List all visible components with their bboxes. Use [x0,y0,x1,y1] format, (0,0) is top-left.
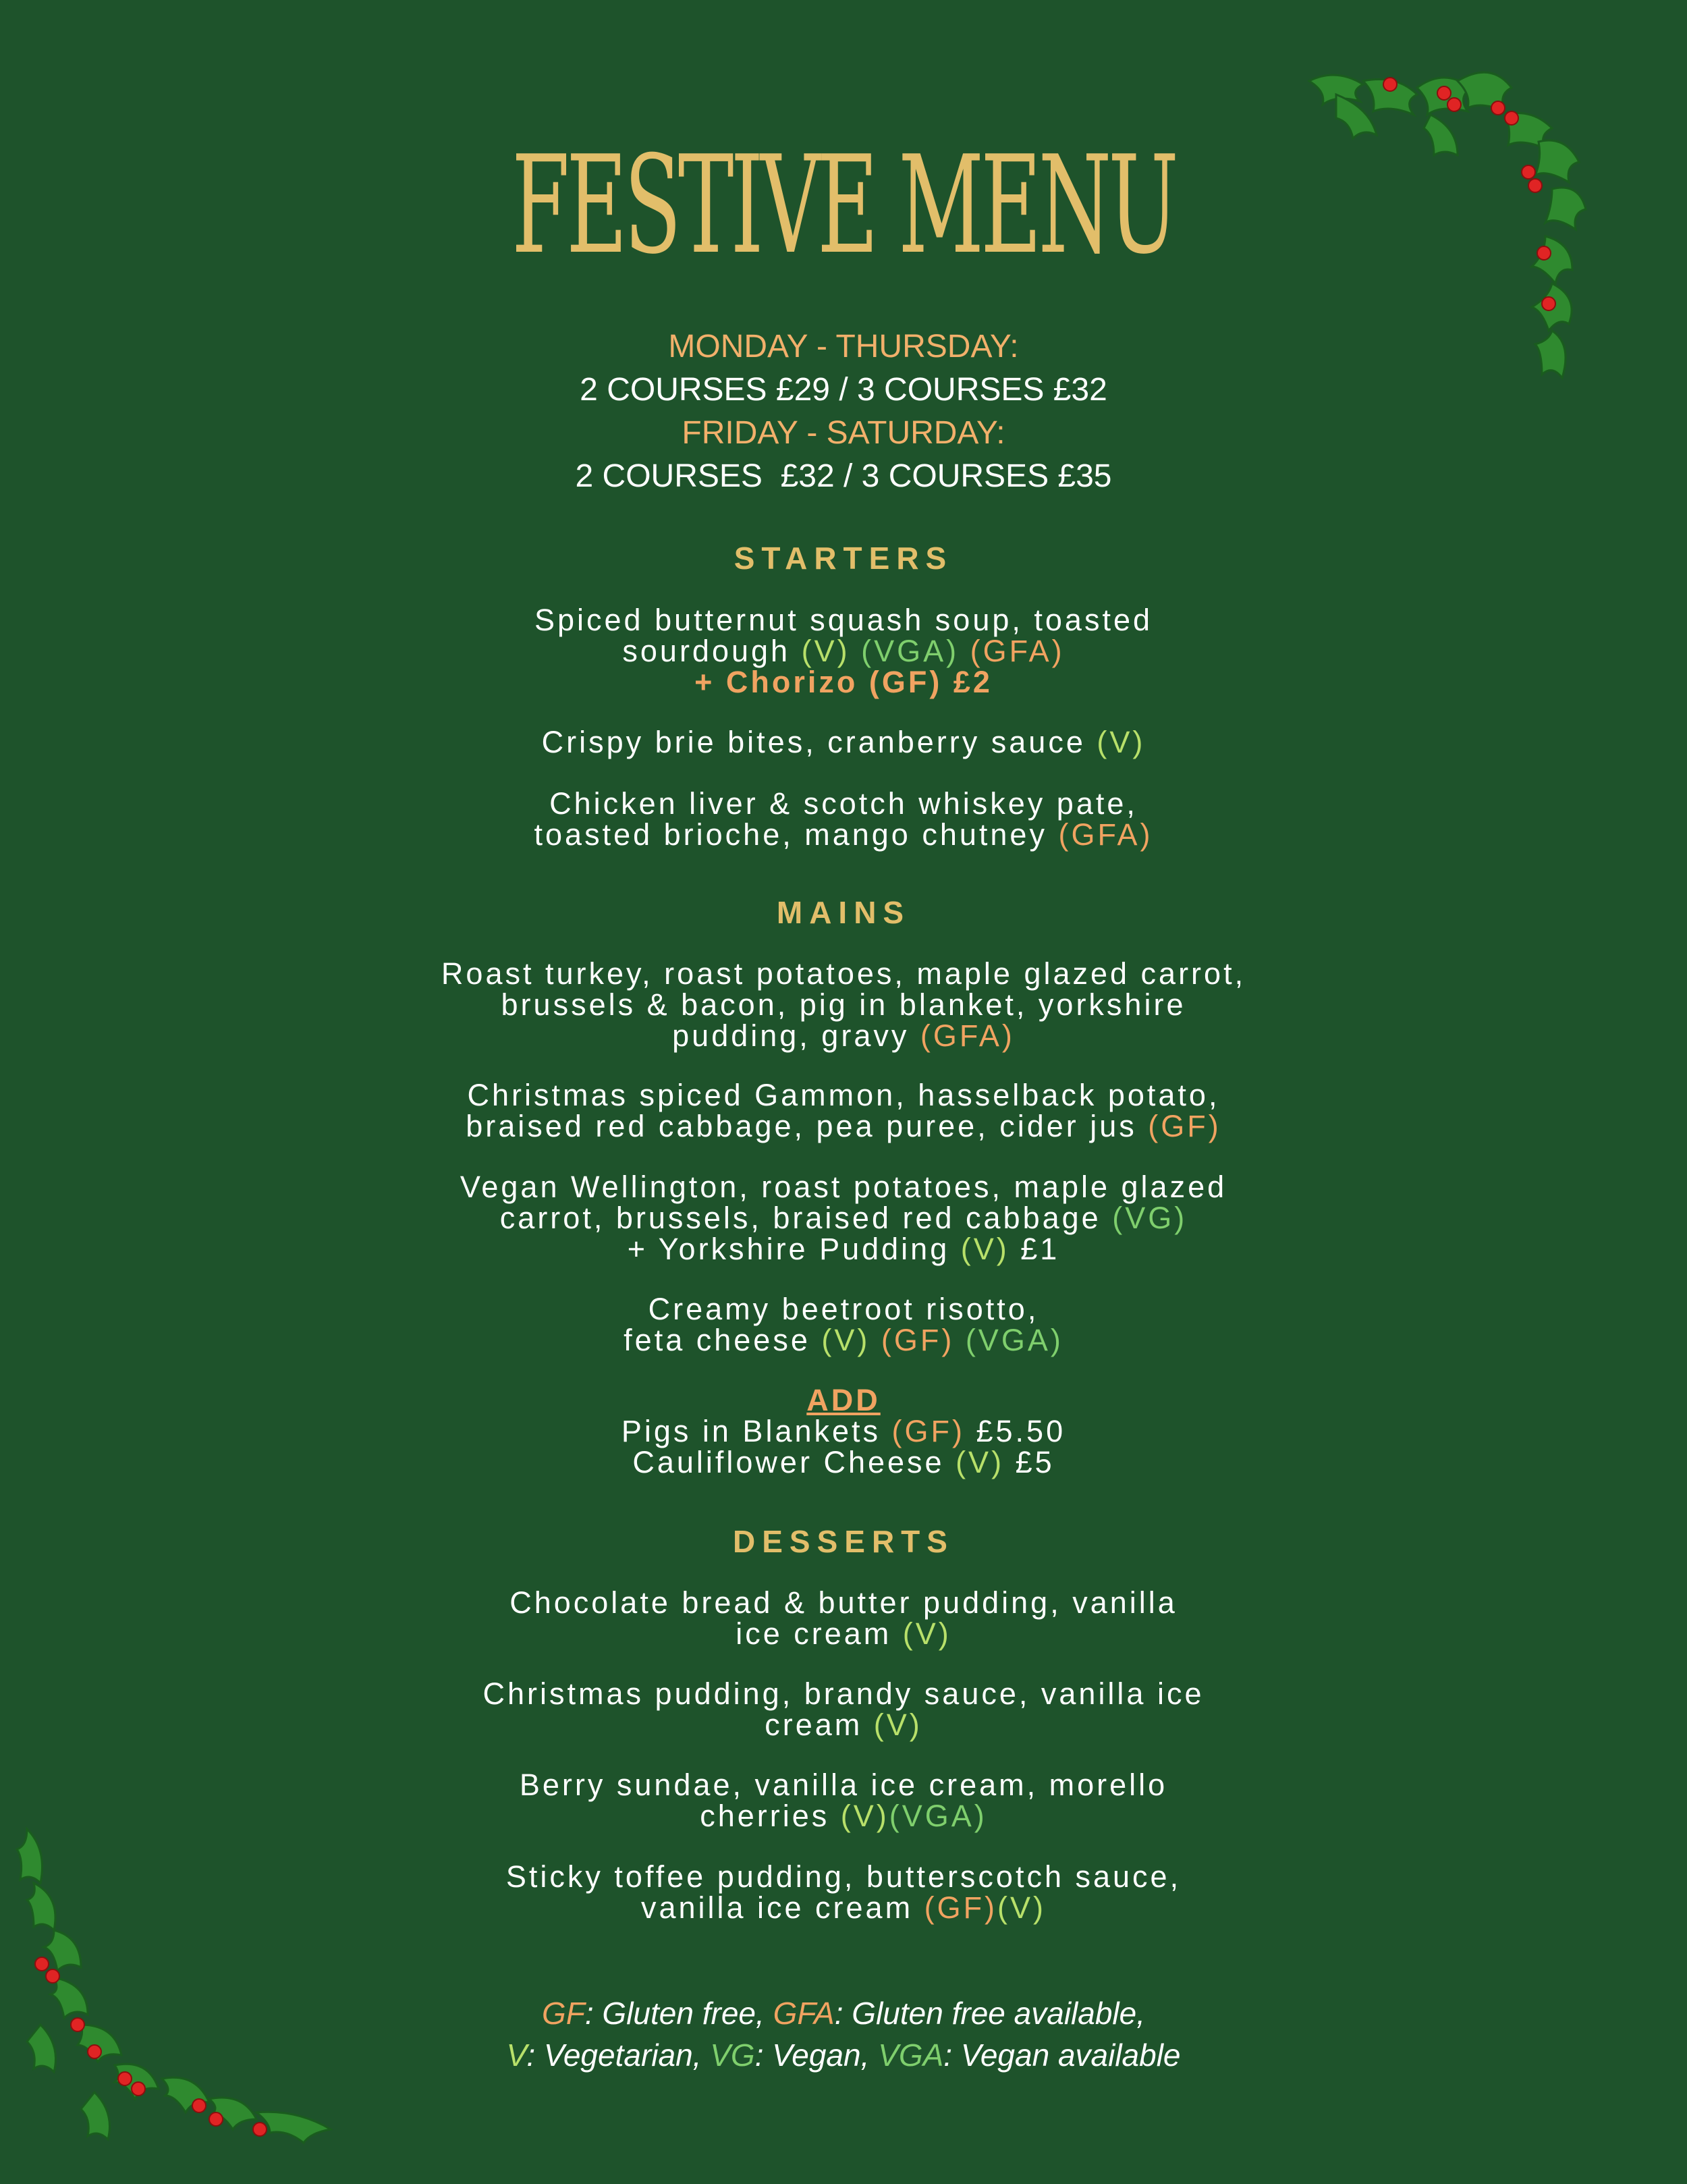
starters-heading: STARTERS [734,541,953,576]
dessert-item [0,1861,1687,1923]
weekday-label: MONDAY - THURSDAY: [668,329,1019,364]
dessert-item [0,1678,1687,1741]
dessert-item [0,1587,1687,1649]
item-extra: + Chorizo (GF) £2 [694,665,993,699]
item-text: carrot, brussels, braised red cabbage [499,1201,1113,1235]
item-text: sourdough [622,634,802,668]
gluten-free-tag: (GF) [924,1890,998,1925]
item-text: Pigs in Blankets [621,1414,892,1448]
item-line [0,636,1687,667]
vegan-available-tag: (VGA) [954,1323,1063,1357]
main-item [0,1172,1687,1265]
weekend-label: FRIDAY - SATURDAY: [682,415,1005,451]
item-text: braised red cabbage, pea puree, cider jus [466,1109,1149,1143]
item-text: pudding, gravy [672,1018,920,1053]
item-text: Crispy brie bites, cranberry sauce [541,725,1097,759]
item-text: toasted brioche, mango chutney [534,817,1059,852]
legend-gf-text: : Gluten free, [584,1996,773,2031]
starter-item [0,727,1687,758]
item-text: feta cheese [624,1323,822,1357]
vegetarian-tag: (V) [960,1232,1010,1266]
item-line [0,1111,1687,1142]
add-heading: ADD [806,1383,881,1417]
vegetarian-tag: (V) [902,1616,951,1651]
item-line: Christmas pudding, brandy sauce, vanilla ice [482,1676,1205,1711]
item-line [0,1020,1687,1052]
add-item [0,1447,1687,1478]
vegetarian-tag: (V) [956,1445,1005,1479]
weekday-price: 2 COURSES £29 / 3 COURSES £32 [580,372,1107,408]
legend-v: V [506,2038,527,2073]
legend-line [0,1992,1687,2034]
starter-item [0,605,1687,698]
mains-heading: MAINS [776,895,911,930]
item-line [0,1325,1687,1356]
item-price: £5 [1004,1445,1055,1479]
item-line [0,1618,1687,1649]
vegan-available-tag: (VGA) [889,1799,987,1833]
item-line: Chocolate bread & butter pudding, vanilla [509,1585,1178,1620]
menu-title: FESTIVE MENU [511,127,1176,284]
dessert-item [0,1770,1687,1832]
item-price: £1 [1009,1232,1060,1266]
item-line [0,1801,1687,1832]
item-text: cherries [700,1799,841,1833]
add-ons [0,1385,1687,1478]
legend-gf: GF [541,1996,585,2031]
weekend-price: 2 COURSES £32 / 3 COURSES £35 [575,458,1112,494]
item-line [0,819,1687,850]
item-line [0,1203,1687,1234]
item-line: Creamy beetroot risotto, [648,1292,1039,1326]
item-text: + Yorkshire Pudding [627,1232,961,1266]
legend-vg: VG [710,2038,755,2073]
gluten-free-tag: (GF) [891,1414,965,1448]
main-item [0,1294,1687,1356]
legend-vga: VGA [878,2038,944,2073]
dietary-legend [0,1992,1687,2076]
item-line: Berry sundae, vanilla ice cream, morello [519,1768,1168,1802]
pricing-block [0,325,1687,498]
gluten-free-available-tag: (GFA) [959,634,1065,668]
gluten-free-available-tag: (GFA) [920,1018,1015,1053]
legend-vg-text: : Vegan, [754,2038,879,2073]
vegetarian-tag: (V) [873,1708,922,1742]
vegetarian-tag: (V) [801,634,850,668]
legend-gfa-text: : Gluten free available, [834,1996,1146,2031]
legend-v-text: : Vegetarian, [526,2038,711,2073]
item-line [0,1710,1687,1741]
desserts-heading: DESSERTS [733,1524,954,1559]
legend-gfa: GFA [773,1996,835,2031]
vegetarian-tag: (V) [997,1890,1047,1925]
starter-item [0,788,1687,850]
item-line: Sticky toffee pudding, butterscotch sauce, [505,1859,1182,1894]
item-line: Spiced butternut squash soup, toasted [534,603,1153,637]
gluten-free-tag: (GF) [1148,1109,1221,1143]
add-item [0,1416,1687,1447]
item-line: Vegan Wellington, roast potatoes, maple glazed [460,1170,1227,1204]
item-price: £5.50 [965,1414,1066,1448]
vegan-tag: (VG) [1112,1201,1188,1235]
item-text: cream [765,1708,874,1742]
item-text: vanilla ice cream [640,1890,924,1925]
vegan-available-tag: (VGA) [850,634,960,668]
item-line: Chicken liver & scotch whiskey pate, [549,786,1138,821]
vegetarian-tag: (V) [1097,725,1146,759]
item-line: Roast turkey, roast potatoes, maple glazed carrot, [441,956,1246,991]
legend-vga-text: : Vegan available [943,2038,1181,2073]
vegetarian-tag: (V) [821,1323,870,1357]
legend-line [0,2034,1687,2076]
item-line [0,1234,1687,1265]
gluten-free-available-tag: (GFA) [1058,817,1153,852]
item-line [0,727,1687,758]
main-item [0,1080,1687,1142]
main-item [0,958,1687,1052]
item-line [0,1892,1687,1923]
item-text: Cauliflower Cheese [632,1445,956,1479]
gluten-free-tag: (GF) [870,1323,955,1357]
item-line: brussels & bacon, pig in blanket, yorkshire [501,987,1186,1022]
item-line: Christmas spiced Gammon, hasselback potato, [467,1078,1220,1112]
item-text: ice cream [736,1616,903,1651]
vegetarian-tag: (V) [840,1799,889,1833]
